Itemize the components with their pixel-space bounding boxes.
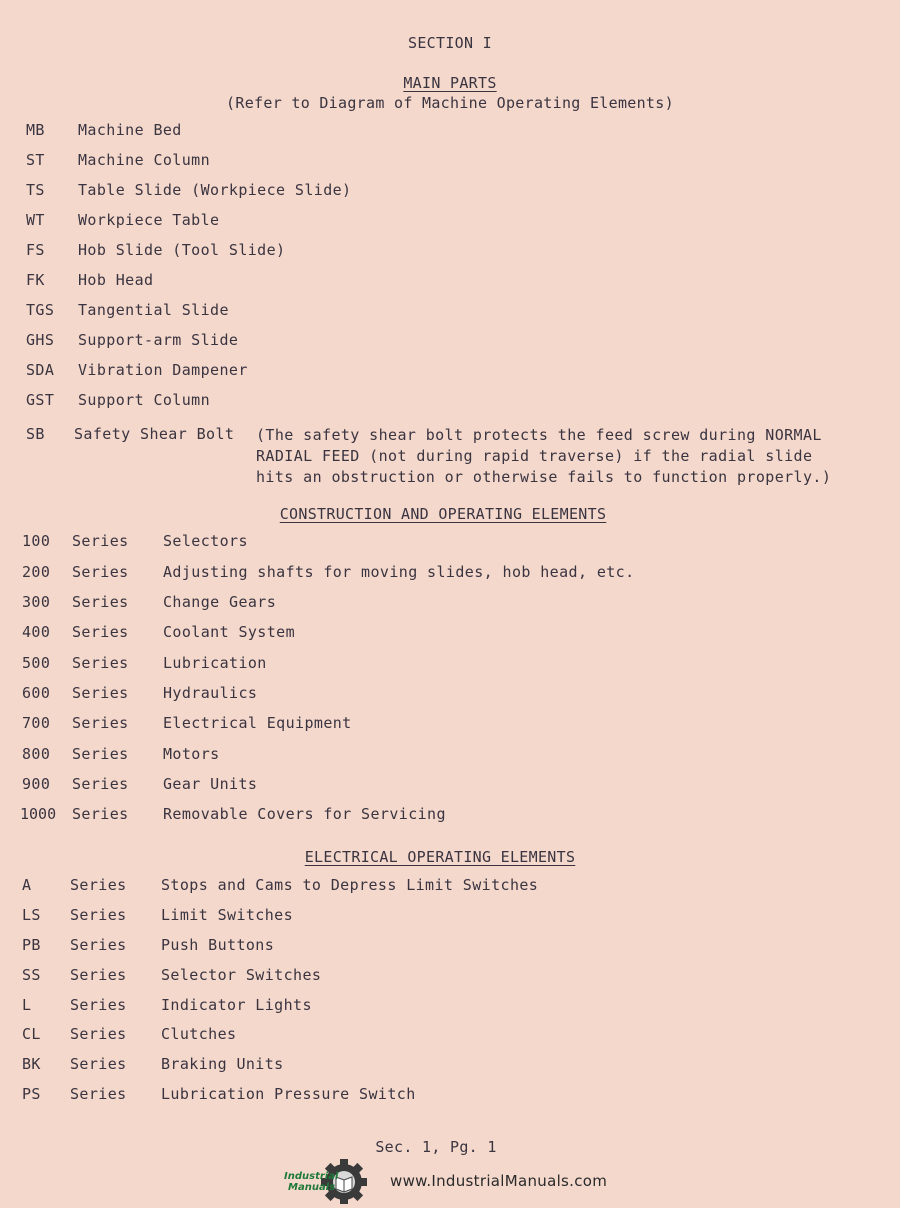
list-item: L Series Indicator Lights xyxy=(22,996,312,1014)
svg-text:Manuals: Manuals xyxy=(288,1182,336,1193)
list-item: WT Workpiece Table xyxy=(26,211,220,229)
industrial-manuals-logo xyxy=(282,1158,374,1204)
list-item: ST Machine Column xyxy=(26,151,211,169)
list-item: FS Hob Slide (Tool Slide) xyxy=(26,241,286,259)
list-item: TGS Tangential Slide xyxy=(26,301,229,319)
list-item: SS Series Selector Switches xyxy=(22,966,322,984)
list-item: GHS Support-arm Slide xyxy=(26,331,239,349)
list-item: PB Series Push Buttons xyxy=(22,936,275,954)
section-title: SECTION I xyxy=(408,34,492,52)
list-item: 400 Series Coolant System xyxy=(22,623,296,641)
electrical-heading: ELECTRICAL OPERATING ELEMENTS xyxy=(304,848,576,866)
list-item: GST Support Column xyxy=(26,391,211,409)
list-item: A Series Stops and Cams to Depress Limit Switches xyxy=(22,876,539,894)
list-item: BK Series Braking Units xyxy=(22,1055,284,1073)
list-item: SDA Vibration Dampener xyxy=(26,361,248,379)
sb-description: (The safety shear bolt protects the feed screw during NORMAL RADIAL FEED (not during rapid traverse) if the radial slide hits an obstruction or otherwise fails to function properly.) xyxy=(256,426,832,486)
list-item: 1000 Series Removable Covers for Servicing xyxy=(20,805,446,823)
main-parts-subheading: (Refer to Diagram of Machine Operating Elements) xyxy=(226,94,674,112)
list-item: CL Series Clutches xyxy=(22,1025,237,1043)
construction-heading: CONSTRUCTION AND OPERATING ELEMENTS xyxy=(279,505,607,523)
list-item: PS Series Lubrication Pressure Switch xyxy=(22,1085,416,1103)
list-item: 300 Series Change Gears xyxy=(22,593,277,611)
page-reference: Sec. 1, Pg. 1 xyxy=(375,1138,497,1156)
list-item: 900 Series Gear Units xyxy=(22,775,258,793)
list-item: MB Machine Bed xyxy=(26,121,182,139)
website-url: www.IndustrialManuals.com xyxy=(390,1172,608,1190)
list-item: 600 Series Hydraulics xyxy=(22,684,258,702)
main-parts-heading: MAIN PARTS xyxy=(403,74,497,92)
list-item: 500 Series Lubrication xyxy=(22,654,267,672)
list-item: TS Table Slide (Workpiece Slide) xyxy=(26,181,352,199)
list-item-sb: SB Safety Shear Bolt xyxy=(26,425,235,443)
svg-text:Industrial: Industrial xyxy=(284,1171,339,1182)
list-item: 100 Series Selectors xyxy=(22,532,248,550)
gear-book-icon xyxy=(282,1158,374,1204)
list-item: LS Series Limit Switches xyxy=(22,906,294,924)
list-item: 800 Series Motors xyxy=(22,745,220,763)
list-item: FK Hob Head xyxy=(26,271,154,289)
list-item: 200 Series Adjusting shafts for moving slides, hob head, etc. xyxy=(22,563,635,581)
list-item: 700 Series Electrical Equipment xyxy=(22,714,352,732)
